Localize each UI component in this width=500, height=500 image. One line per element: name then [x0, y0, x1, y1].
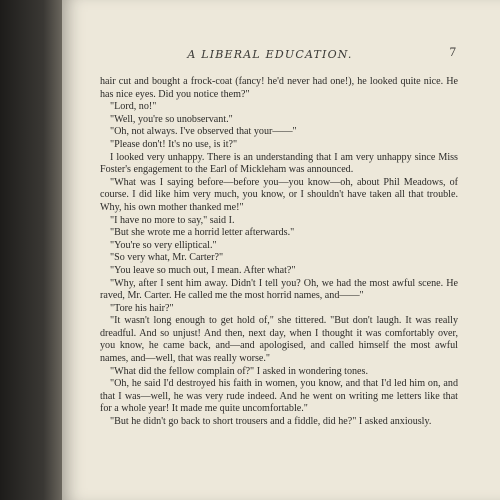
page-number: 7: [449, 44, 456, 59]
paragraph: "You're so very elliptical.": [110, 239, 217, 251]
paragraph: "Oh, not always. I've observed that your——": [110, 126, 297, 138]
paragraph: "Why, after I sent him away. Didn't I tell you? Oh, we had the most awful scene. He raved, Mr. Carter. He called me the most horrid names, and——": [100, 277, 458, 302]
running-title: A LIBERAL EDUCATION.: [187, 48, 353, 61]
paragraph: "Please don't! It's no use, is it?": [110, 138, 238, 150]
book-gutter: [0, 0, 62, 500]
paragraph: "Tore his hair?": [110, 302, 174, 314]
paragraph: "I have no more to say," said I.: [110, 214, 235, 226]
paragraph: I looked very unhappy. There is an understanding that I am very unhappy since Miss Foster's engagement to the Earl of Mickleham was announced.: [100, 151, 458, 176]
body-text: [100, 76, 458, 429]
paragraph: "But she wrote me a horrid letter afterwards.": [110, 227, 295, 239]
paragraph: "So very what, Mr. Carter?": [110, 252, 224, 264]
paragraph: "You leave so much out, I mean. After what?": [110, 264, 296, 276]
paragraph: "But he didn't go back to short trousers and a fiddle, did he?" I asked anxiously.: [110, 416, 432, 428]
paragraph: hair cut and bought a frock-coat (fancy! he'd never had one!), he looked quite nice. He has nice eyes. Did you notice them?": [100, 76, 458, 100]
paragraph: "What was I saying before—before you—you know—oh, about Phil Meadows, of course. I did like him very much, you know, or I shouldn't have taken all that trouble. Why, his own mother thanked me!": [100, 176, 458, 213]
paragraph: "Oh, he said I'd destroyed his faith in women, you know, and that I'd led him on, and that I was—well, he was very rude indeed. And he went on writing me letters like that for a whole year! It made me quite uncomfortable.": [100, 378, 458, 415]
paragraph: "Lord, no!": [110, 101, 157, 113]
paragraph: "It wasn't long enough to get hold of," she tittered. "But don't laugh. It was really dreadful. And so unjust! And then, next day, when I thought it was comfortably over, you know, he came back, and—and apologised, and called himself the most awful names, and—well, that was really worse.": [100, 315, 458, 365]
paragraph: "What did the fellow complain of?" I asked in wondering tones.: [110, 365, 368, 377]
paragraph: "Well, you're so unobservant.": [110, 113, 233, 125]
